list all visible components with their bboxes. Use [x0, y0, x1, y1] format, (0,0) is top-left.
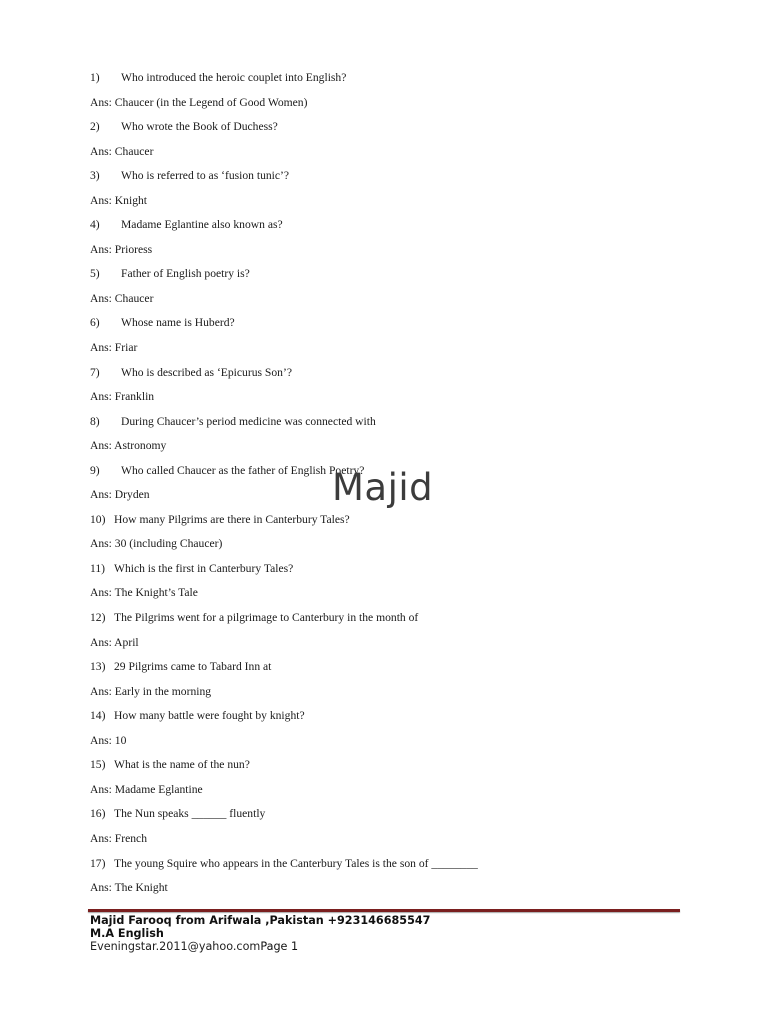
- question-text: Father of English poetry is?: [121, 267, 250, 281]
- answer-line: Ans: Prioress: [90, 242, 153, 256]
- question-text: The young Squire who appears in the Canterbury Tales is the son of ________: [114, 856, 478, 870]
- question-number: 1): [90, 71, 100, 84]
- question-text: Whose name is Huberd?: [121, 316, 235, 330]
- answer-line: Ans: French: [90, 831, 147, 845]
- footer-degree-line: M.A English: [90, 927, 164, 940]
- answer-line: Ans: The Knight: [90, 881, 168, 895]
- question-line: [90, 560, 680, 585]
- question-number: 17): [90, 856, 106, 870]
- question-number: 8): [90, 414, 100, 428]
- question-text: How many battle were fought by knight?: [114, 709, 305, 723]
- question-number: 3): [90, 169, 100, 183]
- question-text: 29 Pilgrims came to Tabard Inn at: [114, 660, 272, 674]
- question-line: [90, 609, 680, 634]
- footer-email: Eveningstar.2011@yahoo.com: [90, 940, 261, 953]
- question-number: 14): [90, 709, 106, 723]
- page-footer: [90, 914, 430, 953]
- question-number: 11): [90, 561, 106, 575]
- question-line: [90, 511, 680, 536]
- question-number: 7): [90, 365, 100, 379]
- question-text: Who is referred to as ‘fusion tunic’?: [121, 169, 290, 183]
- question-text: What is the name of the nun?: [114, 758, 250, 772]
- question-text: Who introduced the heroic couplet into English?: [121, 71, 347, 84]
- question-number: 9): [90, 463, 100, 477]
- answer-line: Ans: Friar: [90, 341, 138, 355]
- question-line: [90, 805, 680, 830]
- question-text: How many Pilgrims are there in Canterbury Tales?: [114, 512, 350, 526]
- question-line: [90, 69, 680, 94]
- answer-line: Ans: Madame Eglantine: [90, 782, 203, 796]
- question-number: 4): [90, 218, 100, 232]
- answer-line: Ans: Franklin: [90, 390, 155, 404]
- question-text: Who called Chaucer as the father of English Poetry?: [121, 463, 365, 477]
- question-line: [90, 364, 680, 389]
- watermark-text: Majid: [332, 466, 434, 509]
- question-line: [90, 167, 680, 192]
- answer-line: Ans: Astronomy: [90, 439, 167, 453]
- footer-author-line: Majid Farooq from Arifwala ,Pakistan +923146685547: [90, 914, 431, 927]
- answer-line: Ans: Dryden: [90, 488, 150, 502]
- answer-line: Ans: April: [90, 635, 139, 649]
- question-line: [90, 855, 680, 880]
- question-text: Which is the first in Canterbury Tales?: [114, 561, 294, 575]
- question-number: 10): [90, 512, 106, 526]
- question-number: 6): [90, 316, 100, 330]
- question-text: The Nun speaks ______ fluently: [114, 807, 266, 821]
- answer-line: Ans: Chaucer: [90, 291, 154, 305]
- question-number: 15): [90, 758, 106, 772]
- question-text: Madame Eglantine also known as?: [121, 218, 283, 232]
- footer-divider: [88, 909, 680, 912]
- footer-contact-line: [90, 940, 430, 953]
- question-number: 12): [90, 611, 106, 625]
- answer-line: Ans: Chaucer (in the Legend of Good Women): [90, 95, 308, 109]
- question-text: During Chaucer’s period medicine was connected with: [121, 414, 376, 428]
- answer-line: Ans: Knight: [90, 193, 148, 207]
- question-line: [90, 216, 680, 241]
- answer-line: Ans: The Knight’s Tale: [90, 586, 198, 600]
- question-line: [90, 314, 680, 339]
- question-number: 5): [90, 267, 100, 281]
- question-text: The Pilgrims went for a pilgrimage to Canterbury in the month of: [114, 611, 419, 625]
- question-line: [90, 707, 680, 732]
- question-line: [90, 118, 680, 143]
- question-line: [90, 265, 680, 290]
- question-line: [90, 756, 680, 781]
- question-number: 2): [90, 120, 100, 134]
- question-text: Who is described as ‘Epicurus Son’?: [121, 365, 292, 379]
- question-line: [90, 413, 680, 438]
- question-line: [90, 658, 680, 683]
- question-number: 13): [90, 660, 106, 674]
- answer-line: Ans: Chaucer: [90, 144, 154, 158]
- answer-line: Ans: 10: [90, 733, 127, 747]
- answer-line: Ans: Early in the morning: [90, 684, 212, 698]
- question-number: 16): [90, 807, 106, 821]
- answer-line: Ans: 30 (including Chaucer): [90, 537, 223, 551]
- question-text: Who wrote the Book of Duchess?: [121, 120, 278, 134]
- footer-page-number: Page 1: [260, 940, 299, 953]
